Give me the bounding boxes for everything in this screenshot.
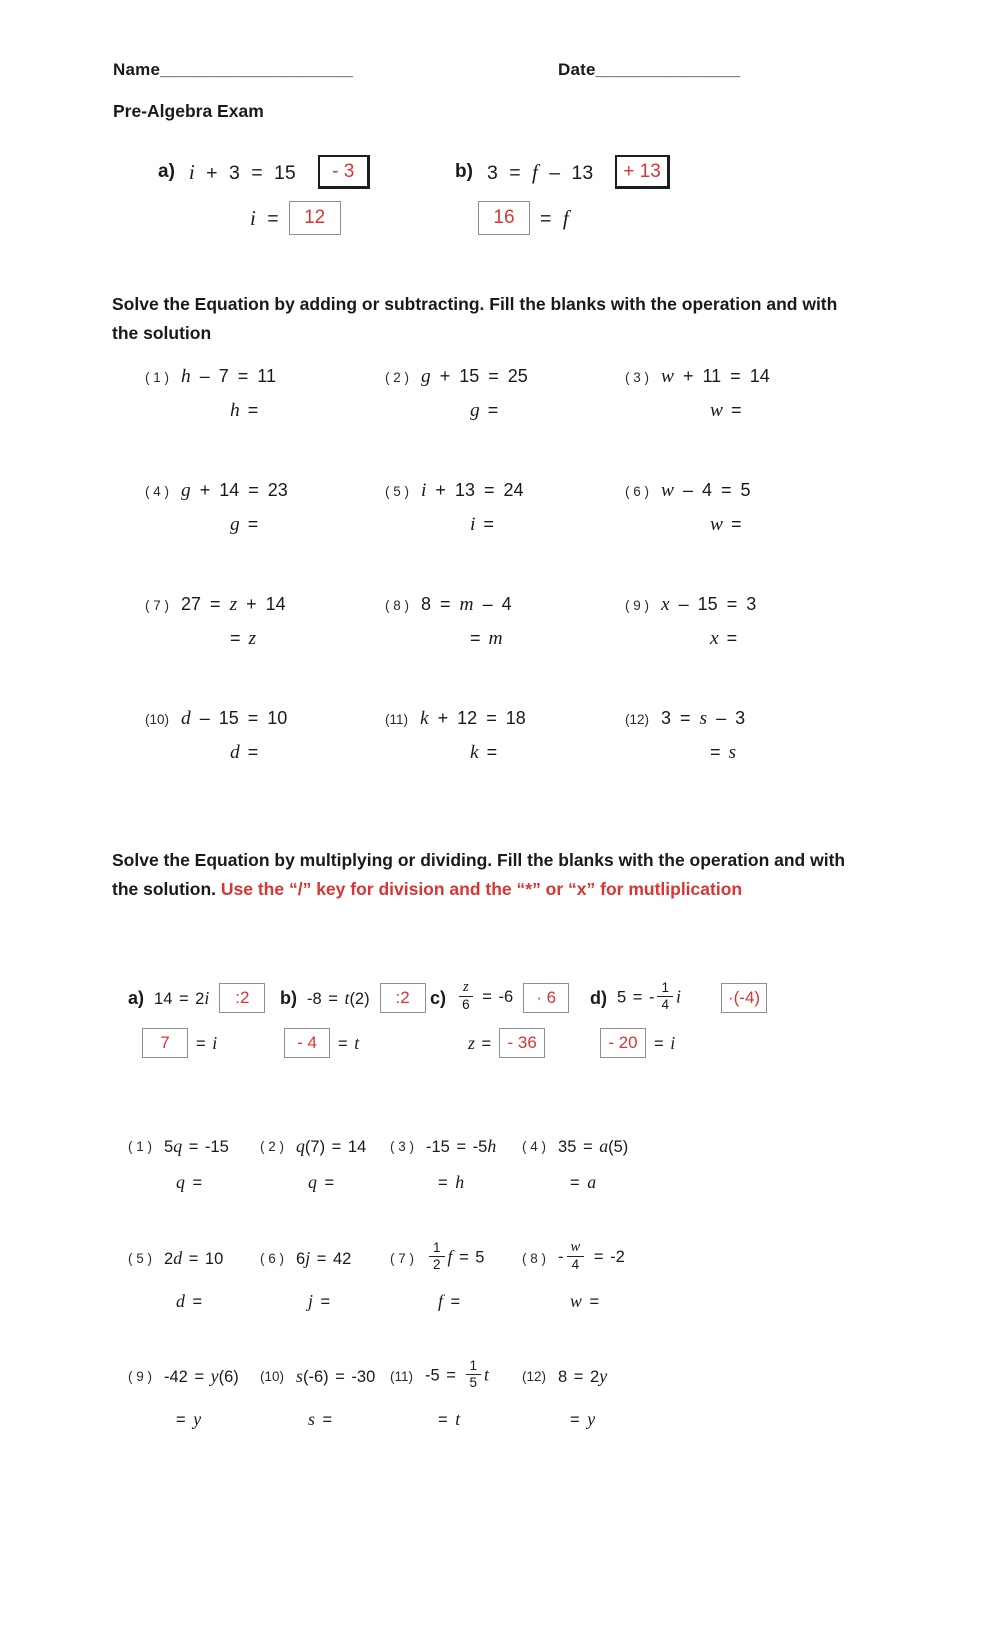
variable: f [438,1291,443,1311]
problem-number: ( 3 ) [390,1138,415,1154]
variable: y [210,1365,219,1386]
variable: h [455,1172,465,1192]
equation: 3 = s – 3 [661,708,746,729]
problem-number: ( 7 ) [390,1250,415,1266]
addsub-example-a [158,153,412,235]
section1-problems [145,366,860,822]
answer-blank[interactable]: q = [176,1172,203,1192]
variable: y [587,1409,596,1429]
variable: g [230,514,240,535]
variable: x [661,594,670,615]
problem-number: (12) [522,1368,547,1384]
answer-blank[interactable]: w = [570,1291,600,1311]
answer-box[interactable]: - 4 [284,1028,330,1058]
answer-blank[interactable]: j = [308,1291,331,1311]
fraction: $\frac{z}{6}$ [459,979,473,1012]
muldiv-example-a [128,972,280,1058]
problem-number: ( 2 ) [385,369,410,385]
problem-muldiv-4 [522,1128,722,1233]
answer-box[interactable]: 7 [142,1028,188,1058]
answer-blank[interactable]: = a [570,1172,597,1192]
variable: h [181,366,191,387]
problem-muldiv-8 [522,1233,722,1351]
problem-number: (11) [390,1368,414,1384]
variable: h [230,400,240,421]
problem-addsub-12 [625,708,860,822]
problem-muldiv-3 [390,1128,522,1233]
equation: w + 11 = 14 [661,366,770,387]
equation: 27 = z + 14 [181,594,286,615]
variable: q [176,1172,185,1192]
problem-number: ( 8 ) [385,597,410,613]
variable: s [728,742,737,763]
problem-number: ( 5 ) [385,483,410,499]
equation: 5 = - $\frac{1}{4}$ i [617,979,681,1012]
problem-muldiv-5 [128,1233,260,1351]
variable: z [463,979,469,996]
answer-blank[interactable]: g = [470,400,499,421]
equation: 14 = 2i [154,987,210,1008]
muldiv-example-b [280,972,430,1058]
problem-muldiv-11 [390,1351,522,1430]
variable: f [562,205,569,230]
name-field[interactable]: Name____________________ [113,60,354,79]
page-title: Pre-Algebra Exam [113,101,264,121]
variable: d [230,742,240,763]
equation: g + 14 = 23 [181,480,288,501]
variable: g [470,400,480,421]
variable: s [699,708,708,729]
variable: t [484,1364,489,1385]
answer-text: = i [196,1032,218,1053]
fraction: $\frac{1}{4}$ [657,980,673,1012]
example-label: b) [455,161,473,182]
muldiv-example-d [590,972,767,1058]
section2-problems [128,1128,722,1430]
variable: s [308,1409,315,1429]
equation: 6j = 42 [296,1247,352,1268]
answer-blank[interactable]: = z [230,628,257,649]
variable: w [661,366,674,387]
answer-text: = t [338,1032,360,1053]
variable: i [250,205,256,230]
variable: i [204,987,210,1008]
answer-box[interactable]: - 36 [499,1028,545,1058]
operation-box[interactable]: ·(-4) [721,983,767,1013]
example-block-add-subtract [158,153,670,235]
date-field[interactable]: Date_______________ [558,60,741,79]
example-label: a) [128,987,145,1008]
variable: k [420,708,429,729]
answer-box[interactable]: 12 [289,201,341,235]
answer-text: i = [250,205,279,230]
variable: w [710,400,723,421]
variable: i [670,1032,676,1053]
problem-addsub-9 [625,594,860,708]
problem-number: (11) [385,711,409,727]
problem-number: ( 1 ) [145,369,170,385]
problem-number: ( 8 ) [522,1250,547,1266]
variable: t [344,987,350,1008]
answer-blank[interactable]: w = [710,514,742,535]
answer-blank[interactable]: f = [438,1291,461,1311]
problem-muldiv-12 [522,1351,722,1430]
variable: k [470,742,479,763]
problem-number: ( 7 ) [145,597,170,613]
variable: i [470,514,476,535]
problem-number: (12) [625,711,650,727]
answer-blank[interactable]: d = [230,742,259,763]
variable: w [570,1291,582,1311]
problem-addsub-3 [625,366,860,480]
equation: h – 7 = 11 [181,366,276,387]
answer-text: z = [468,1032,492,1053]
operation-box[interactable]: + 13 [615,155,670,189]
problem-number: ( 9 ) [625,597,650,613]
operation-box[interactable]: · 6 [523,983,569,1013]
equation: $\frac{z}{6}$ = -6 [456,981,513,1014]
answer-blank[interactable]: = y [176,1409,202,1429]
equation: -42 = y(6) [164,1365,239,1386]
problem-muldiv-10 [260,1351,390,1430]
variable: t [354,1032,360,1053]
variable: a [599,1135,609,1156]
problem-number: ( 9 ) [128,1368,153,1384]
variable: f [532,159,538,184]
equation: w – 4 = 5 [661,480,751,501]
variable: z [248,628,257,649]
equation: i + 3 = 15 [188,159,296,184]
equation: k + 12 = 18 [420,708,526,729]
example-label: a) [158,161,175,182]
problem-addsub-6 [625,480,860,594]
equation: $\frac{1}{2}$ f = 5 [426,1242,484,1274]
variable: h [487,1135,497,1156]
equation: 5q = -15 [164,1135,229,1156]
equation: -8 = t(2) [307,987,370,1008]
section2-heading [112,846,867,903]
problem-addsub-4 [145,480,385,594]
variable: i [676,986,681,1007]
example-label: c) [430,987,447,1008]
problem-number: ( 6 ) [260,1250,285,1266]
fraction: $\frac{1}{2}$ [429,1240,445,1272]
answer-blank[interactable]: h = [230,400,259,421]
answer-blank[interactable]: i = [470,514,494,535]
answer-blank[interactable]: = s [710,742,737,763]
variable: a [587,1172,597,1192]
operation-box[interactable]: :2 [219,983,265,1013]
answer-blank[interactable]: w = [710,400,742,421]
variable: i [212,1032,218,1053]
answer-blank[interactable]: = y [570,1409,596,1429]
answer-blank[interactable]: x = [710,628,738,649]
example-block-multiply-divide [128,972,767,1058]
example-label: b) [280,987,297,1008]
equation: - $\frac{w}{4}$ = -2 [558,1239,625,1273]
variable: m [488,628,503,649]
section2-heading-black: Solve the Equation by multiplying or dividing. Fill the blanks with the operation and with the solution. [112,850,846,899]
problem-addsub-8 [385,594,625,708]
variable: q [173,1135,183,1156]
variable: g [181,480,191,501]
answer-blank[interactable]: q = [308,1172,335,1192]
answer-blank[interactable]: = h [438,1172,465,1192]
variable: y [599,1365,608,1386]
variable: g [421,366,431,387]
variable: w [710,514,723,535]
problem-number: ( 1 ) [128,1138,153,1154]
problem-number: ( 3 ) [625,369,650,385]
problem-addsub-5 [385,480,625,594]
problem-number: ( 6 ) [625,483,650,499]
variable: w [661,480,674,501]
variable: x [710,628,719,649]
variable: d [173,1247,183,1268]
equation: q(7) = 14 [296,1135,367,1156]
answer-blank[interactable]: = t [438,1409,461,1429]
equation: i + 13 = 24 [421,480,524,501]
problem-number: ( 4 ) [522,1138,547,1154]
variable: q [296,1135,305,1156]
operation-box[interactable]: :2 [380,983,426,1013]
equation: d – 15 = 10 [181,708,288,729]
fraction: $\frac{1}{5}$ [466,1358,482,1390]
problem-addsub-10 [145,708,385,822]
variable: q [308,1172,317,1192]
example-label: d) [590,987,607,1008]
problem-muldiv-9 [128,1351,260,1430]
equation: 3 = f – 13 [486,159,594,184]
variable: z [229,594,238,615]
variable: i [421,480,427,501]
variable: j [308,1291,313,1311]
answer-blank[interactable]: g = [230,514,259,535]
problem-number: ( 2 ) [260,1138,285,1154]
problem-addsub-1 [145,366,385,480]
section2-heading-red: Use the “/” key for division and the “*” or “x” for mutliplication [220,878,743,899]
equation: -5 = $\frac{1}{5}$ t [425,1357,489,1390]
addsub-example-b [455,153,670,235]
problem-muldiv-2 [260,1128,390,1233]
equation: 8 = m – 4 [421,594,512,615]
problem-number: ( 4 ) [145,483,170,499]
equation: x – 15 = 3 [661,594,757,615]
variable: i [188,159,195,184]
fraction: $\frac{w}{4}$ [567,1239,585,1272]
variable: f [447,1246,453,1267]
equation: s(-6) = -30 [296,1365,376,1386]
variable: t [455,1409,461,1429]
equation: 8 = 2y [558,1365,608,1386]
answer-box[interactable]: 16 [478,201,530,235]
problem-number: (10) [145,711,170,727]
problem-muldiv-1 [128,1128,260,1233]
answer-blank[interactable]: k = [470,742,498,763]
problem-number: ( 5 ) [128,1250,153,1266]
section1-heading: Solve the Equation by adding or subtracting. Fill the blanks with the operation and with the solution [112,294,838,343]
problem-muldiv-6 [260,1233,390,1351]
variable: m [459,594,474,615]
problem-number: (10) [260,1368,285,1384]
answer-blank[interactable]: s = [308,1409,333,1429]
equation: 2d = 10 [164,1247,224,1268]
variable: s [296,1365,303,1386]
answer-blank[interactable]: = m [470,628,503,649]
answer-text: = i [654,1032,676,1053]
problem-addsub-7 [145,594,385,708]
answer-blank[interactable]: d = [176,1291,203,1311]
variable: z [468,1032,475,1053]
muldiv-example-c [430,972,590,1058]
variable: j [305,1247,311,1268]
variable: y [193,1409,202,1429]
problem-muldiv-7 [390,1233,522,1351]
answer-text: = f [540,205,569,230]
equation: g + 15 = 25 [421,366,528,387]
answer-box[interactable]: - 20 [600,1028,646,1058]
variable: w [570,1239,581,1256]
operation-box[interactable]: - 3 [318,155,370,189]
equation: -15 = -5h [426,1135,497,1156]
variable: d [181,708,191,729]
problem-addsub-2 [385,366,625,480]
problem-addsub-11 [385,708,625,822]
variable: d [176,1291,185,1311]
equation: 35 = a(5) [558,1135,629,1156]
